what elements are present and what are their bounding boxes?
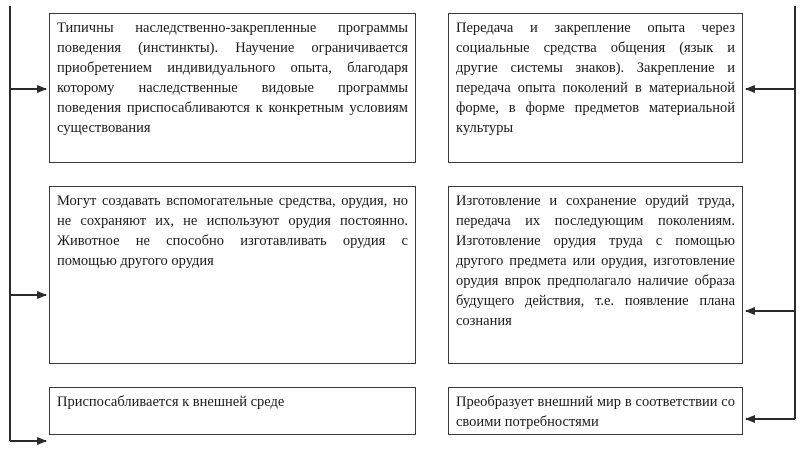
left-box-instincts (49, 13, 416, 163)
right-box-transformation-text: Преобразует внешний мир в соответствии со своими потребностями (456, 394, 735, 430)
left-box-instincts-text: Типичны наследственно-закрепленные программы поведения (инстинкты). Научение ограничивается приобретением индивидуального опыта, благодаря которому наследственные видовые программы поведения приспосабливаются к конкретным условиям существования (57, 20, 408, 136)
right-box-tool-making (448, 186, 743, 364)
right-box-social-transmission-text: Передача и закрепление опыта через социальные средства общения (язык и другие системы знаков). Закрепление и передача опыта поколений в материальной форме, в форме предметов материальной культуры (456, 20, 735, 136)
left-box-adaptation-text: Приспосабливается к внешней среде (57, 394, 285, 410)
right-box-tool-making-text: Изготовление и сохранение орудий труда, передача их последующим поколениям. Изготовление орудия труда с помощью другого предмета или орудия, изготовление орудия впрок предполагало наличие образа будущего действия, т.е. появление плана сознания (456, 193, 735, 329)
right-box-transformation (448, 387, 743, 435)
right-box-social-transmission (448, 13, 743, 163)
left-box-tools (49, 186, 416, 364)
left-box-adaptation (49, 387, 416, 435)
left-box-tools-text: Могут создавать вспомогательные средства, орудия, но не сохраняют их, не используют орудия постоянно. Животное не способно изготавливать орудия с помощью другого орудия (57, 193, 408, 269)
